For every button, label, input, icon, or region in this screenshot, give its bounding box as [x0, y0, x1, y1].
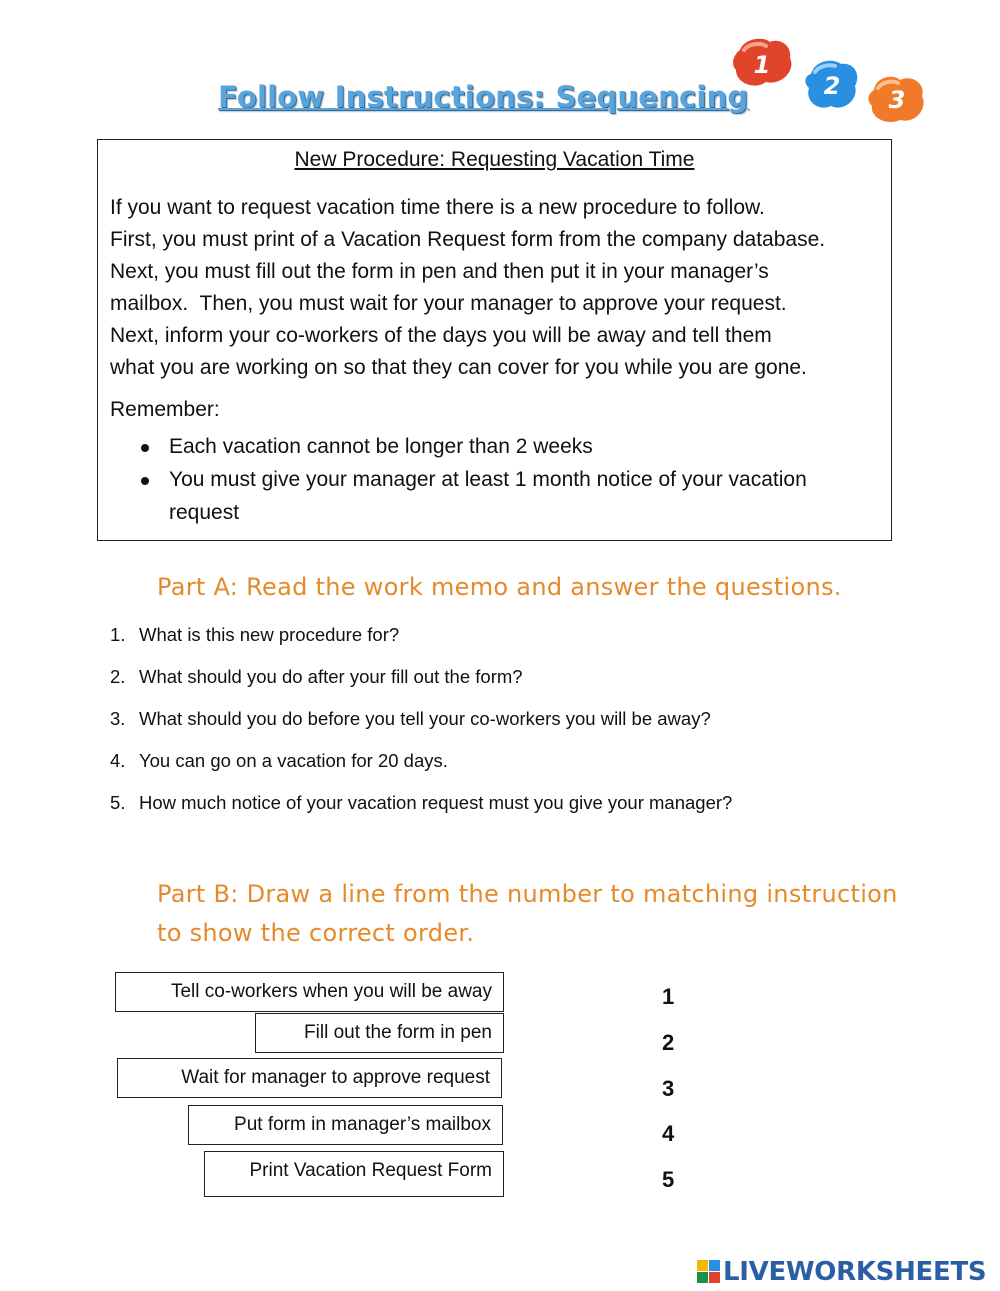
page-title: Follow Instructions: Sequencing: [218, 80, 749, 114]
memo-line: First, you must print of a Vacation Request form from the company database.: [110, 228, 826, 251]
badge-3-label: 3: [888, 86, 906, 114]
question-number: 5.: [110, 792, 126, 813]
badge-3-icon: [866, 70, 928, 128]
logo-text: LIVEWORKSHEETS: [723, 1257, 987, 1287]
question-number: 3.: [110, 708, 126, 729]
memo-line: If you want to request vacation time there is a new procedure to follow.: [110, 196, 765, 219]
bullet-text: Each vacation cannot be longer than 2 weeks: [169, 435, 593, 458]
list-item: [110, 624, 732, 666]
question-number: 1.: [110, 624, 126, 645]
order-number[interactable]: 1: [662, 984, 675, 1009]
order-number[interactable]: 3: [662, 1076, 675, 1101]
order-number[interactable]: 4: [662, 1121, 675, 1146]
question-text: What should you do before you tell your co-workers you will be away?: [139, 708, 711, 729]
question-text: What should you do after your fill out the form?: [139, 666, 523, 687]
remember-list: [138, 430, 868, 529]
question-list: [110, 624, 732, 834]
instruction-box[interactable]: Fill out the form in pen: [255, 1013, 504, 1053]
order-number[interactable]: 5: [662, 1167, 675, 1192]
memo-line: mailbox. Then, you must wait for your manager to approve your request.: [110, 292, 787, 315]
instruction-box[interactable]: Put form in manager’s mailbox: [188, 1105, 503, 1145]
instruction-box[interactable]: Wait for manager to approve request: [117, 1058, 502, 1098]
memo-body: [110, 192, 881, 384]
list-item: [138, 463, 868, 529]
memo-line: what you are working on so that they can cover for you while you are gone.: [110, 356, 807, 379]
memo-box: [97, 139, 892, 541]
list-item: [110, 708, 732, 750]
list-item: [110, 750, 732, 792]
part-b-heading-line: to show the correct order.: [157, 919, 475, 947]
list-item: [110, 792, 732, 834]
question-text: You can go on a vacation for 20 days.: [139, 750, 448, 771]
remember-label: Remember:: [110, 398, 220, 421]
question-number: 2.: [110, 666, 126, 687]
instruction-box[interactable]: Print Vacation Request Form: [204, 1151, 504, 1197]
instruction-box[interactable]: Tell co-workers when you will be away: [115, 972, 504, 1012]
question-number: 4.: [110, 750, 126, 771]
liveworksheets-logo: [697, 1257, 986, 1287]
memo-heading: New Procedure: Requesting Vacation Time: [294, 148, 695, 171]
badge-1-icon: [730, 36, 796, 92]
bullet-icon: [141, 477, 149, 485]
memo-line: Next, you must fill out the form in pen and then put it in your manager’s: [110, 260, 769, 283]
list-item: [138, 430, 868, 463]
badge-2-label: 2: [823, 72, 841, 100]
question-text: How much notice of your vacation request must you give your manager?: [139, 792, 733, 813]
list-item: [110, 666, 732, 708]
question-text: What is this new procedure for?: [139, 624, 400, 645]
bullet-text: You must give your manager at least 1 month notice of your vacation request: [169, 468, 807, 524]
badge-2-icon: [803, 56, 861, 114]
bullet-icon: [141, 444, 149, 452]
part-b-heading-line: Part B: Draw a line from the number to matching instruction: [157, 880, 898, 908]
part-b-heading: [157, 875, 898, 953]
badge-1-label: 1: [753, 51, 771, 79]
memo-line: Next, inform your co-workers of the days you will be away and tell them: [110, 324, 772, 347]
part-a-heading: Part A: Read the work memo and answer the questions.: [157, 573, 842, 601]
liveworksheets-logo-icon: [697, 1260, 721, 1284]
order-number[interactable]: 2: [662, 1030, 675, 1055]
